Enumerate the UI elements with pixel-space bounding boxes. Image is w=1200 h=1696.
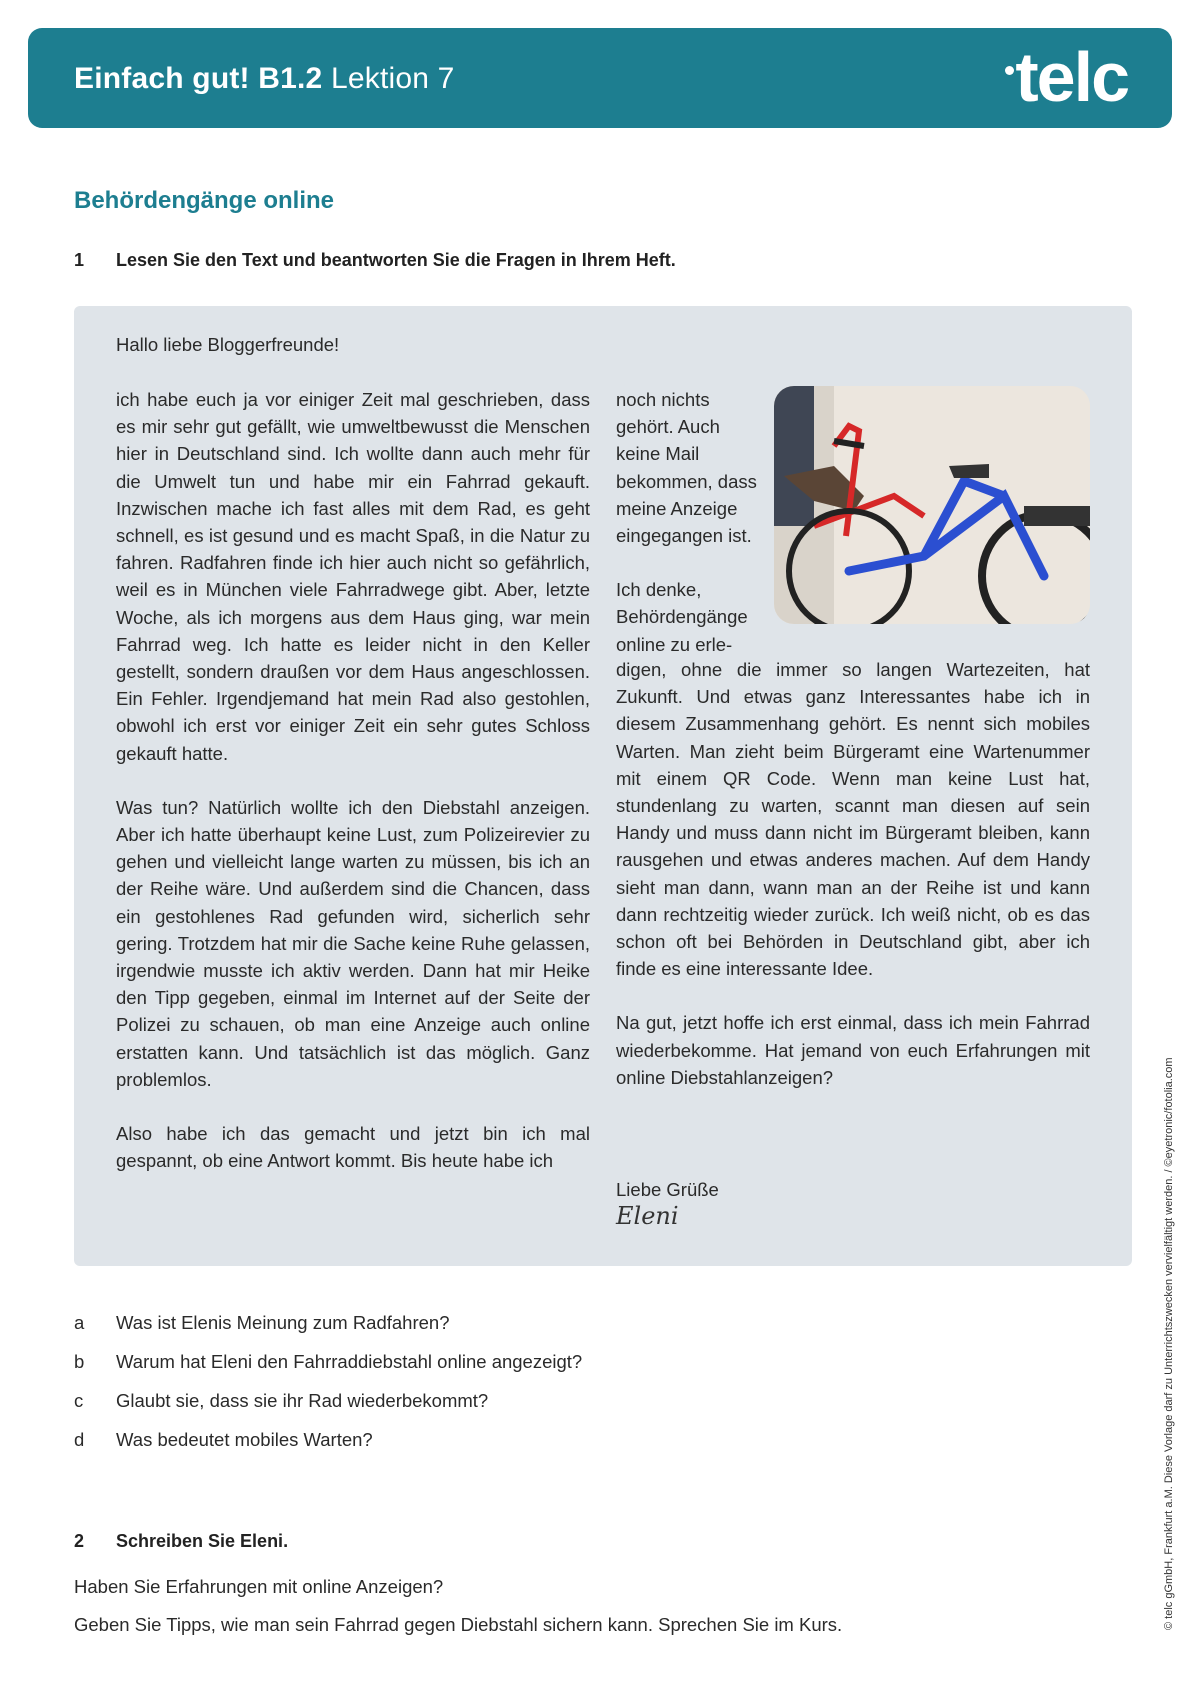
task-2 xyxy=(74,1531,288,1552)
question-letter: b xyxy=(74,1351,85,1372)
book-title: Einfach gut! B1.2 xyxy=(74,62,323,95)
blog-paragraph: Na gut, jetzt hoffe ich erst einmal, dass ich mein Fahrrad wiederbekomme. Hat jemand von euch Erfahrungen mit online Diebstahlanzeigen? xyxy=(616,1012,1090,1088)
question-item xyxy=(74,1351,582,1390)
question-text: Warum hat Eleni den Fahrraddiebstahl online angezeigt? xyxy=(116,1351,583,1372)
question-letter: c xyxy=(74,1390,84,1411)
lesson-label: Lektion 7 xyxy=(330,62,455,95)
signature: Eleni xyxy=(616,1202,679,1230)
section-title: Behördengänge online xyxy=(74,187,335,214)
header-banner xyxy=(28,28,1172,128)
blog-paragraph: Ich denke, Behördengänge online zu erle- xyxy=(616,579,748,655)
blog-paragraph: Was tun? Natürlich wollte ich den Diebstahl anzeigen. Aber ich hatte überhaupt keine Lust, zum Polizeirevier zu gehen und vielleicht lange warten zu müssen, bis ich an der Reihe wäre. Und außerdem sind die Chancen, dass ein gestohlenes Rad gefunden wird, sicherlich sehr gering. Trotzdem hat mir die Sache keine Ruhe gelassen, irgendwie musste ich aktiv werden. Dann hat mir Heike den Tipp gegeben, einmal im Internet auf der Seite der Polizei zu schauen, ob man eine Anzeige auch online erstatten kann. Und tatsächlich ist das möglich. Ganz problemlos. xyxy=(116,796,590,1090)
task-2-line: Geben Sie Tipps, wie man sein Fahrrad gegen Diebstahl sichern kann. Sprechen Sie im Kurs. xyxy=(74,1614,843,1635)
question-item xyxy=(74,1390,582,1429)
closing-text: Liebe Grüße xyxy=(616,1179,719,1200)
blog-closing xyxy=(616,1176,719,1230)
blog-right-top-column xyxy=(616,386,760,685)
telc-logo xyxy=(1015,38,1128,116)
bike-theft-illustration xyxy=(774,386,1090,624)
blog-paragraph: ich habe euch ja vor einiger Zeit mal geschrieben, dass es mir sehr gut gefällt, wie umweltbewusst die Menschen hier in Deutschland sind. Ich wollte dann auch mehr für die Umwelt tun und habe mir ein Fahrrad gekauft. Inzwischen mache ich fast alles mit dem Rad, es geht schnell, es ist gesund und es macht Spaß, in die Natur zu fahren. Radfahren finde ich hier auch nicht so gefährlich, weil es in München viele Fahrradwege gibt. Aber, letzte Woche, als ich morgens aus dem Haus ging, war mein Fahrrad weg. Ich hatte es leider nicht in den Keller gestellt, sondern draußen vor dem Haus angeschlossen. Ein Fehler. Irgendjemand hat mein Rad also gestohlen, obwohl ich erst vor einiger Zeit ein sehr gutes Schloss gekauft hatte. xyxy=(116,389,590,764)
task-2-line: Haben Sie Erfahrungen mit online Anzeigen? xyxy=(74,1576,444,1597)
task-instruction: Lesen Sie den Text und beantworten Sie die Fragen in Ihrem Heft. xyxy=(116,250,676,270)
question-list xyxy=(74,1312,582,1468)
question-text: Glaubt sie, dass sie ihr Rad wiederbekommt? xyxy=(116,1390,489,1411)
blog-right-column xyxy=(616,656,1090,1118)
question-item xyxy=(74,1312,582,1351)
question-text: Was ist Elenis Meinung zum Radfahren? xyxy=(116,1312,450,1333)
task-number: 1 xyxy=(74,250,85,270)
question-text: Was bedeutet mobiles Warten? xyxy=(116,1429,373,1450)
blog-left-column xyxy=(116,386,590,1201)
logo-text: telc xyxy=(1015,38,1128,116)
blog-paragraph: noch nichts gehört. Auch keine Mail bekommen, dass meine Anzeige eingegangen ist. xyxy=(616,389,757,547)
copyright-notice: © telc gGmbH, Frankfurt a.M. Diese Vorlage darf zu Unterrichtszwecken vervielfältigt werden. / ©eyetronic/fotolia.com xyxy=(1163,1057,1175,1630)
blog-greeting: Hallo liebe Bloggerfreunde! xyxy=(116,334,340,355)
lesson-title xyxy=(74,62,455,96)
task-instruction: Schreiben Sie Eleni. xyxy=(116,1531,289,1551)
question-item xyxy=(74,1429,582,1468)
blog-paragraph: Also habe ich das gemacht und jetzt bin ich mal gespannt, ob eine Antwort kommt. Bis heute habe ich xyxy=(116,1123,590,1172)
task-number: 2 xyxy=(74,1531,85,1551)
logo-dot-icon xyxy=(1005,66,1014,75)
blog-post-panel xyxy=(74,306,1132,1266)
question-letter: a xyxy=(74,1312,85,1333)
blog-paragraph: digen, ohne die immer so langen Wartezeiten, hat Zukunft. Und etwas ganz Interessantes habe ich in diesem Zusammenhang gehört. Es nennt sich mobiles Warten. Man zieht beim Bürgeramt eine Wartenummer mit einem QR Code. Wenn man keine Lust hat, stundenlang zu warten, scannt man diesen auf sein Handy und muss dann nicht im Bürgeramt bleiben, kann rausgehen und etwas anderes machen. Auf dem Handy sieht man dann, wann man an der Reihe ist und kann dann rechtzeitig wieder zurück. Ich weiß nicht, ob es das schon oft bei Behörden in Deutschland gibt, aber ich finde es eine interessante Idee. xyxy=(616,659,1090,980)
bike-theft-photo xyxy=(774,386,1090,624)
question-letter: d xyxy=(74,1429,85,1450)
task-1 xyxy=(74,250,676,271)
